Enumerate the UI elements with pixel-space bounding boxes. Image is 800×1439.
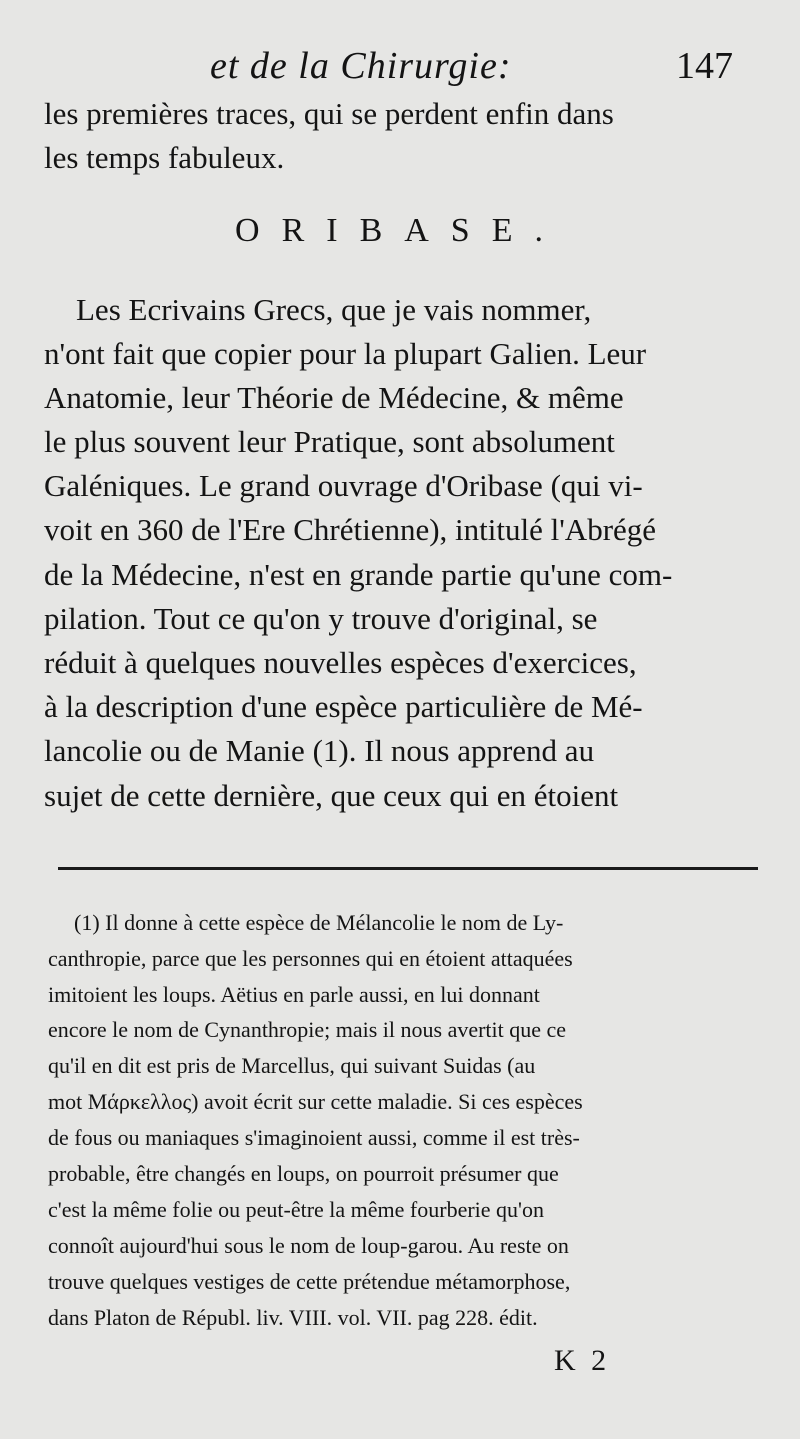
footnote-line: trouve quelques vestiges de cette prétendue métamorphose, [48,1269,571,1294]
footnote-rule [58,867,758,870]
footnote-line: dans Platon de Républ. liv. VIII. vol. VII. pag 228. édit. [48,1305,538,1330]
body-line: Galéniques. Le grand ouvrage d'Oribase (qui vi- [44,468,643,503]
body-line: réduit à quelques nouvelles espèces d'exercices, [44,645,637,680]
footnote-line: imitoient les loups. Aëtius en parle aussi, en lui donnant [48,982,540,1007]
footnote-line: c'est la même folie ou peut-être la même fourberie qu'on [48,1197,544,1222]
intro-line: les temps fabuleux. [44,140,285,175]
body-line: lancolie ou de Manie (1). Il nous apprend au [44,733,595,768]
body-line: Anatomie, leur Théorie de Médecine, & même [44,380,624,415]
body-line: sujet de cette dernière, que ceux qui en étoient [44,778,619,813]
footnote-line: encore le nom de Cynanthropie; mais il nous avertit que ce [48,1017,567,1042]
running-head: et de la Chirurgie: [210,45,512,87]
footnote-line: (1) Il donne à cette espèce de Mélancolie le nom de Ly- [74,910,564,935]
page-number: 147 [676,45,733,87]
footnote-line: canthropie, parce que les personnes qui en étoient attaquées [48,946,573,971]
page-header [0,40,800,96]
footnote-line: de fous ou maniaques s'imaginoient aussi, comme il est très- [48,1125,580,1150]
body-line: Les Ecrivains Grecs, que je vais nommer, [76,292,592,327]
signature-mark: K 2 [554,1344,611,1377]
body-line: le plus souvent leur Pratique, sont absolument [44,424,615,459]
section-title: ORIBASE. [235,212,565,249]
intro-line: les premières traces, qui se perdent enfin dans [44,96,614,131]
footnote-line: mot Μάρκελλος) avoit écrit sur cette maladie. Si ces espèces [48,1089,583,1114]
body-line: à la description d'une espèce particulière de Mé- [44,689,643,724]
footnote-line: connoît aujourd'hui sous le nom de loup-garou. Au reste on [48,1233,569,1258]
body-line: pilation. Tout ce qu'on y trouve d'original, se [44,601,598,636]
body-line: voit en 360 de l'Ere Chrétienne), intitulé l'Abrégé [44,512,657,547]
body-line: n'ont fait que copier pour la plupart Galien. Leur [44,336,647,371]
footnote-line: probable, être changés en loups, on pourroit présumer que [48,1161,559,1186]
footnote-line: qu'il en dit est pris de Marcellus, qui suivant Suidas (au [48,1053,536,1078]
body-line: de la Médecine, n'est en grande partie qu'une com- [44,557,673,592]
